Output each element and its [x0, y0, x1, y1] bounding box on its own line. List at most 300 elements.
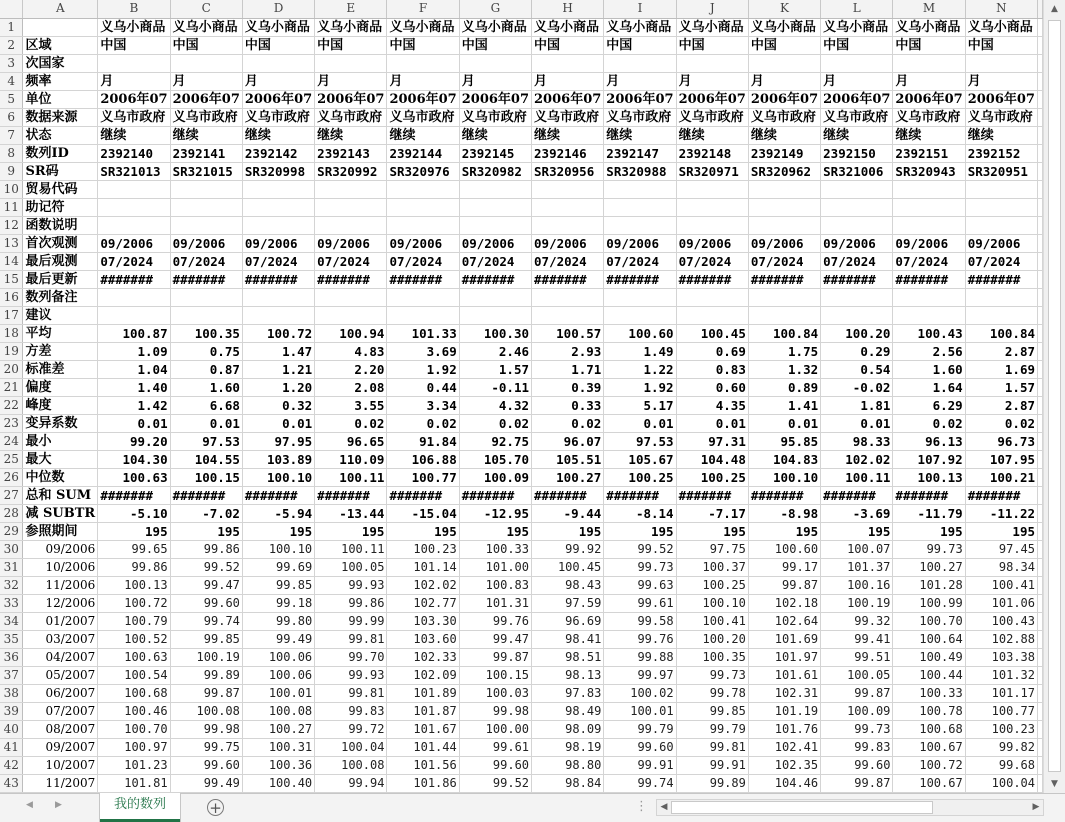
date-cell[interactable]: 08/2007: [23, 720, 98, 738]
data-cell[interactable]: 92.75: [459, 432, 531, 450]
data-cell[interactable]: 99.20: [98, 432, 170, 450]
data-cell[interactable]: 100.25: [676, 576, 748, 594]
data-cell[interactable]: 99.58: [604, 612, 676, 630]
data-cell[interactable]: 100.77: [387, 468, 459, 486]
data-cell[interactable]: 99.82: [965, 738, 1037, 756]
column-header-M[interactable]: M: [893, 0, 965, 18]
data-cell[interactable]: #######: [893, 270, 965, 288]
data-cell[interactable]: 2392147: [604, 144, 676, 162]
data-cell[interactable]: [170, 288, 242, 306]
data-cell[interactable]: 101.86: [387, 774, 459, 792]
data-cell[interactable]: 100.43: [965, 612, 1037, 630]
data-cell[interactable]: 07/2024: [604, 252, 676, 270]
row-label-cell[interactable]: 区域: [23, 36, 98, 54]
data-cell[interactable]: [893, 216, 965, 234]
data-cell[interactable]: 继续: [387, 126, 459, 144]
data-cell[interactable]: 99.52: [170, 558, 242, 576]
data-cell[interactable]: 100.04: [965, 774, 1037, 792]
data-cell[interactable]: 100.25: [604, 468, 676, 486]
data-cell[interactable]: [1038, 144, 1043, 162]
data-cell[interactable]: 100.11: [315, 468, 387, 486]
data-cell[interactable]: 102.88: [965, 630, 1037, 648]
data-cell[interactable]: 97.75: [676, 540, 748, 558]
data-cell[interactable]: [532, 288, 604, 306]
data-cell[interactable]: 2392142: [242, 144, 314, 162]
row-header[interactable]: 31: [0, 558, 23, 576]
data-cell[interactable]: 101.23: [98, 756, 170, 774]
data-cell[interactable]: -7.02: [170, 504, 242, 522]
row-label-cell[interactable]: 状态: [23, 126, 98, 144]
data-cell[interactable]: 0.44: [387, 378, 459, 396]
row-header[interactable]: 30: [0, 540, 23, 558]
data-cell[interactable]: 100.09: [459, 468, 531, 486]
data-cell[interactable]: 100.45: [676, 324, 748, 342]
date-cell[interactable]: 06/2007: [23, 684, 98, 702]
data-cell[interactable]: 100.10: [242, 540, 314, 558]
data-cell[interactable]: 102.31: [748, 684, 820, 702]
data-cell[interactable]: 义乌市政府: [532, 108, 604, 126]
data-cell[interactable]: 99.85: [242, 576, 314, 594]
data-cell[interactable]: 中国: [459, 36, 531, 54]
data-cell[interactable]: 继续: [821, 126, 893, 144]
data-cell[interactable]: 99.87: [748, 576, 820, 594]
row-label-cell[interactable]: 中位数: [23, 468, 98, 486]
data-cell[interactable]: 195: [604, 522, 676, 540]
row-header[interactable]: 41: [0, 738, 23, 756]
data-cell[interactable]: 101.44: [387, 738, 459, 756]
data-cell[interactable]: SR320992: [315, 162, 387, 180]
row-header[interactable]: 11: [0, 198, 23, 216]
data-cell[interactable]: 0.83: [676, 360, 748, 378]
data-cell[interactable]: [1038, 594, 1043, 612]
data-cell[interactable]: 195: [532, 522, 604, 540]
data-cell[interactable]: [893, 198, 965, 216]
row-label-cell[interactable]: [23, 18, 98, 36]
data-cell[interactable]: [98, 54, 170, 72]
data-cell[interactable]: 100.27: [242, 720, 314, 738]
data-cell[interactable]: 1.32: [748, 360, 820, 378]
data-cell[interactable]: [1038, 288, 1043, 306]
data-cell[interactable]: 07/2024: [676, 252, 748, 270]
data-cell[interactable]: 99.85: [676, 702, 748, 720]
row-header[interactable]: 39: [0, 702, 23, 720]
data-cell[interactable]: 99.80: [242, 612, 314, 630]
data-cell[interactable]: #######: [98, 270, 170, 288]
row-header[interactable]: 19: [0, 342, 23, 360]
data-cell[interactable]: 09/2006: [242, 234, 314, 252]
data-cell[interactable]: 1.21: [242, 360, 314, 378]
data-cell[interactable]: [1038, 558, 1043, 576]
data-cell[interactable]: 97.45: [965, 540, 1037, 558]
data-cell[interactable]: 99.88: [604, 648, 676, 666]
data-cell[interactable]: [315, 54, 387, 72]
data-cell[interactable]: -5.10: [98, 504, 170, 522]
data-cell[interactable]: 105.67: [604, 450, 676, 468]
data-cell[interactable]: 继续: [98, 126, 170, 144]
data-cell[interactable]: 101.31: [459, 594, 531, 612]
row-header[interactable]: 32: [0, 576, 23, 594]
data-cell[interactable]: 0.02: [459, 414, 531, 432]
data-cell[interactable]: 2.20: [315, 360, 387, 378]
data-cell[interactable]: 99.60: [170, 594, 242, 612]
data-cell[interactable]: 1.92: [604, 378, 676, 396]
data-cell[interactable]: [98, 180, 170, 198]
data-cell[interactable]: 103.89: [242, 450, 314, 468]
data-cell[interactable]: [748, 54, 820, 72]
column-header-F[interactable]: F: [387, 0, 459, 18]
data-cell[interactable]: 月: [748, 72, 820, 90]
more-options-icon[interactable]: ⋮: [635, 799, 648, 814]
data-cell[interactable]: 99.47: [459, 630, 531, 648]
data-cell[interactable]: 100.87: [98, 324, 170, 342]
data-cell[interactable]: [170, 216, 242, 234]
data-cell[interactable]: [170, 180, 242, 198]
row-label-cell[interactable]: 最后更新: [23, 270, 98, 288]
row-header[interactable]: 1: [0, 18, 23, 36]
row-label-cell[interactable]: 方差: [23, 342, 98, 360]
data-cell[interactable]: 继续: [676, 126, 748, 144]
data-cell[interactable]: 99.86: [98, 558, 170, 576]
data-cell[interactable]: 98.34: [965, 558, 1037, 576]
data-cell[interactable]: 101.33: [387, 324, 459, 342]
data-cell[interactable]: 99.87: [170, 684, 242, 702]
data-cell[interactable]: 99.51: [821, 648, 893, 666]
data-cell[interactable]: #######: [242, 486, 314, 504]
row-label-cell[interactable]: 首次观测: [23, 234, 98, 252]
data-cell[interactable]: 100.13: [98, 576, 170, 594]
data-cell[interactable]: -3.69: [821, 504, 893, 522]
date-cell[interactable]: 07/2007: [23, 702, 98, 720]
data-cell[interactable]: 101.61: [748, 666, 820, 684]
data-cell[interactable]: 义乌小商品: [821, 18, 893, 36]
row-header[interactable]: 23: [0, 414, 23, 432]
data-cell[interactable]: 100.45: [532, 558, 604, 576]
data-cell[interactable]: 98.84: [532, 774, 604, 792]
row-header[interactable]: 42: [0, 756, 23, 774]
data-cell[interactable]: 09/2006: [748, 234, 820, 252]
data-cell[interactable]: 102.35: [748, 756, 820, 774]
data-cell[interactable]: 09/2006: [532, 234, 604, 252]
data-cell[interactable]: [748, 180, 820, 198]
data-cell[interactable]: 100.63: [98, 648, 170, 666]
data-cell[interactable]: 97.53: [604, 432, 676, 450]
data-cell[interactable]: 100.04: [315, 738, 387, 756]
data-cell[interactable]: [170, 54, 242, 72]
data-cell[interactable]: 07/2024: [532, 252, 604, 270]
data-cell[interactable]: 07/2024: [387, 252, 459, 270]
data-cell[interactable]: 义乌市政府: [98, 108, 170, 126]
row-header[interactable]: 20: [0, 360, 23, 378]
row-header[interactable]: 5: [0, 90, 23, 108]
data-cell[interactable]: 100.84: [965, 324, 1037, 342]
data-cell[interactable]: #######: [170, 270, 242, 288]
data-cell[interactable]: 99.60: [821, 756, 893, 774]
data-cell[interactable]: 101.87: [387, 702, 459, 720]
data-cell[interactable]: [170, 198, 242, 216]
date-cell[interactable]: 09/2007: [23, 738, 98, 756]
data-cell[interactable]: 195: [459, 522, 531, 540]
data-cell[interactable]: -0.11: [459, 378, 531, 396]
data-cell[interactable]: 100.05: [821, 666, 893, 684]
data-cell[interactable]: 100.23: [387, 540, 459, 558]
data-cell[interactable]: #######: [387, 270, 459, 288]
row-header[interactable]: 12: [0, 216, 23, 234]
data-cell[interactable]: 98.13: [532, 666, 604, 684]
data-cell[interactable]: [532, 198, 604, 216]
data-cell[interactable]: 100.08: [170, 702, 242, 720]
data-cell[interactable]: -8.98: [748, 504, 820, 522]
data-cell[interactable]: 96.65: [315, 432, 387, 450]
data-cell[interactable]: 0.01: [821, 414, 893, 432]
row-header[interactable]: 9: [0, 162, 23, 180]
data-cell[interactable]: 100.72: [242, 324, 314, 342]
data-cell[interactable]: 中国: [242, 36, 314, 54]
column-header-N[interactable]: N: [965, 0, 1037, 18]
row-header[interactable]: 22: [0, 396, 23, 414]
data-cell[interactable]: [604, 216, 676, 234]
data-cell[interactable]: 99.60: [170, 756, 242, 774]
data-cell[interactable]: [1038, 774, 1043, 792]
data-cell[interactable]: 0.33: [532, 396, 604, 414]
data-cell[interactable]: 07/2024: [748, 252, 820, 270]
data-cell[interactable]: 07/2024: [821, 252, 893, 270]
row-label-cell[interactable]: 峰度: [23, 396, 98, 414]
data-cell[interactable]: 100.27: [893, 558, 965, 576]
data-cell[interactable]: [748, 216, 820, 234]
data-cell[interactable]: #######: [748, 486, 820, 504]
row-header[interactable]: 13: [0, 234, 23, 252]
data-cell[interactable]: 2006年07: [821, 90, 893, 108]
data-cell[interactable]: [1038, 432, 1043, 450]
row-header[interactable]: 40: [0, 720, 23, 738]
data-cell[interactable]: 99.92: [532, 540, 604, 558]
data-cell[interactable]: 101.00: [459, 558, 531, 576]
data-cell[interactable]: 义乌小商品: [676, 18, 748, 36]
data-cell[interactable]: [459, 306, 531, 324]
row-header[interactable]: 36: [0, 648, 23, 666]
data-cell[interactable]: 99.52: [459, 774, 531, 792]
data-cell[interactable]: 义乌小商品: [242, 18, 314, 36]
data-cell[interactable]: [676, 180, 748, 198]
data-cell[interactable]: 义乌小商品: [965, 18, 1037, 36]
data-cell[interactable]: SR320988: [604, 162, 676, 180]
vertical-scroll-thumb[interactable]: [1048, 20, 1061, 772]
data-cell[interactable]: [532, 216, 604, 234]
data-cell[interactable]: 100.01: [604, 702, 676, 720]
data-cell[interactable]: #######: [604, 270, 676, 288]
data-cell[interactable]: [1038, 648, 1043, 666]
data-cell[interactable]: 99.49: [170, 774, 242, 792]
data-cell[interactable]: [1038, 108, 1043, 126]
data-cell[interactable]: 100.41: [965, 576, 1037, 594]
data-cell[interactable]: -9.44: [532, 504, 604, 522]
data-cell[interactable]: 99.73: [676, 666, 748, 684]
data-cell[interactable]: -7.17: [676, 504, 748, 522]
data-cell[interactable]: 103.30: [387, 612, 459, 630]
data-cell[interactable]: -11.22: [965, 504, 1037, 522]
data-cell[interactable]: 月: [459, 72, 531, 90]
data-cell[interactable]: 100.13: [893, 468, 965, 486]
data-cell[interactable]: 义乌小商品: [532, 18, 604, 36]
data-cell[interactable]: 4.32: [459, 396, 531, 414]
data-cell[interactable]: 100.02: [604, 684, 676, 702]
row-header[interactable]: 14: [0, 252, 23, 270]
data-cell[interactable]: 1.75: [748, 342, 820, 360]
data-cell[interactable]: 0.29: [821, 342, 893, 360]
data-cell[interactable]: 99.79: [604, 720, 676, 738]
data-cell[interactable]: 99.60: [604, 738, 676, 756]
date-cell[interactable]: 10/2006: [23, 558, 98, 576]
data-cell[interactable]: 104.55: [170, 450, 242, 468]
data-cell[interactable]: [242, 306, 314, 324]
data-cell[interactable]: 中国: [170, 36, 242, 54]
row-header[interactable]: 37: [0, 666, 23, 684]
data-cell[interactable]: 98.19: [532, 738, 604, 756]
row-label-cell[interactable]: 单位: [23, 90, 98, 108]
data-cell[interactable]: 103.38: [965, 648, 1037, 666]
data-cell[interactable]: [459, 180, 531, 198]
data-cell[interactable]: [98, 198, 170, 216]
data-cell[interactable]: 99.60: [459, 756, 531, 774]
data-cell[interactable]: 义乌小商品: [170, 18, 242, 36]
data-cell[interactable]: 99.98: [459, 702, 531, 720]
data-cell[interactable]: 继续: [315, 126, 387, 144]
horizontal-scroll-thumb[interactable]: [671, 801, 933, 814]
row-header[interactable]: 4: [0, 72, 23, 90]
row-header[interactable]: 43: [0, 774, 23, 792]
data-cell[interactable]: 98.51: [532, 648, 604, 666]
row-label-cell[interactable]: 减 SUBTR: [23, 504, 98, 522]
data-cell[interactable]: 195: [821, 522, 893, 540]
data-cell[interactable]: [604, 288, 676, 306]
data-cell[interactable]: [604, 306, 676, 324]
data-cell[interactable]: 中国: [532, 36, 604, 54]
data-cell[interactable]: SR321015: [170, 162, 242, 180]
data-cell[interactable]: 5.17: [604, 396, 676, 414]
data-cell[interactable]: [1038, 468, 1043, 486]
row-header[interactable]: 10: [0, 180, 23, 198]
data-cell[interactable]: 2392140: [98, 144, 170, 162]
data-cell[interactable]: SR320998: [242, 162, 314, 180]
data-cell[interactable]: 99.78: [676, 684, 748, 702]
row-header[interactable]: 18: [0, 324, 23, 342]
data-cell[interactable]: [1038, 414, 1043, 432]
column-header-I[interactable]: I: [604, 0, 676, 18]
data-cell[interactable]: #######: [459, 486, 531, 504]
data-cell[interactable]: [98, 306, 170, 324]
data-cell[interactable]: [1038, 198, 1043, 216]
data-cell[interactable]: 100.49: [893, 648, 965, 666]
data-cell[interactable]: 99.74: [604, 774, 676, 792]
data-cell[interactable]: 99.17: [748, 558, 820, 576]
column-header-C[interactable]: C: [170, 0, 242, 18]
data-cell[interactable]: 99.73: [893, 540, 965, 558]
data-cell[interactable]: 101.37: [821, 558, 893, 576]
data-cell[interactable]: 102.33: [387, 648, 459, 666]
data-cell[interactable]: [893, 180, 965, 198]
data-cell[interactable]: SR320943: [893, 162, 965, 180]
data-cell[interactable]: 100.37: [676, 558, 748, 576]
data-cell[interactable]: 义乌市政府: [387, 108, 459, 126]
data-cell[interactable]: [387, 180, 459, 198]
data-cell[interactable]: 106.88: [387, 450, 459, 468]
data-cell[interactable]: SR321013: [98, 162, 170, 180]
data-cell[interactable]: 97.95: [242, 432, 314, 450]
data-cell[interactable]: 100.10: [676, 594, 748, 612]
data-cell[interactable]: [1038, 540, 1043, 558]
data-cell[interactable]: 100.20: [676, 630, 748, 648]
data-cell[interactable]: 1.42: [98, 396, 170, 414]
data-cell[interactable]: 中国: [604, 36, 676, 54]
data-cell[interactable]: 义乌市政府: [604, 108, 676, 126]
data-cell[interactable]: 99.65: [98, 540, 170, 558]
sheet-tab-active[interactable]: 我的数列: [100, 793, 180, 822]
data-cell[interactable]: 195: [965, 522, 1037, 540]
data-cell[interactable]: [1038, 684, 1043, 702]
data-cell[interactable]: 99.87: [821, 684, 893, 702]
data-cell[interactable]: 1.57: [965, 378, 1037, 396]
data-cell[interactable]: SR321006: [821, 162, 893, 180]
data-cell[interactable]: [1038, 666, 1043, 684]
data-cell[interactable]: 100.36: [242, 756, 314, 774]
column-header-J[interactable]: J: [676, 0, 748, 18]
data-cell[interactable]: 6.29: [893, 396, 965, 414]
data-cell[interactable]: [1038, 54, 1043, 72]
data-cell[interactable]: 99.18: [242, 594, 314, 612]
data-cell[interactable]: [748, 288, 820, 306]
data-cell[interactable]: 100.72: [893, 756, 965, 774]
data-cell[interactable]: #######: [315, 270, 387, 288]
data-cell[interactable]: 2392149: [748, 144, 820, 162]
data-cell[interactable]: [676, 54, 748, 72]
data-cell[interactable]: 义乌小商品: [893, 18, 965, 36]
data-cell[interactable]: 100.31: [242, 738, 314, 756]
data-cell[interactable]: 99.98: [170, 720, 242, 738]
data-cell[interactable]: 义乌市政府: [170, 108, 242, 126]
row-header[interactable]: 25: [0, 450, 23, 468]
data-cell[interactable]: 99.47: [170, 576, 242, 594]
tab-scroll-left-icon[interactable]: ◀: [26, 800, 33, 810]
data-cell[interactable]: #######: [532, 486, 604, 504]
data-cell[interactable]: 99.32: [821, 612, 893, 630]
row-header[interactable]: 7: [0, 126, 23, 144]
data-cell[interactable]: 2006年07: [98, 90, 170, 108]
data-cell[interactable]: 0.01: [170, 414, 242, 432]
data-cell[interactable]: [676, 216, 748, 234]
data-cell[interactable]: 99.79: [676, 720, 748, 738]
data-cell[interactable]: 195: [242, 522, 314, 540]
data-cell[interactable]: 2.46: [459, 342, 531, 360]
data-cell[interactable]: 102.77: [387, 594, 459, 612]
data-cell[interactable]: 100.05: [315, 558, 387, 576]
data-cell[interactable]: 101.89: [387, 684, 459, 702]
data-cell[interactable]: 100.07: [821, 540, 893, 558]
column-header-H[interactable]: H: [532, 0, 604, 18]
row-label-cell[interactable]: SR码: [23, 162, 98, 180]
data-cell[interactable]: 07/2024: [98, 252, 170, 270]
data-cell[interactable]: 195: [893, 522, 965, 540]
data-cell[interactable]: [1038, 522, 1043, 540]
data-cell[interactable]: 100.06: [242, 666, 314, 684]
data-cell[interactable]: 0.69: [676, 342, 748, 360]
data-cell[interactable]: [1038, 126, 1043, 144]
data-cell[interactable]: 101.32: [965, 666, 1037, 684]
data-cell[interactable]: 99.91: [604, 756, 676, 774]
data-cell[interactable]: 101.19: [748, 702, 820, 720]
row-header[interactable]: 27: [0, 486, 23, 504]
data-cell[interactable]: SR320982: [459, 162, 531, 180]
data-cell[interactable]: 2392152: [965, 144, 1037, 162]
